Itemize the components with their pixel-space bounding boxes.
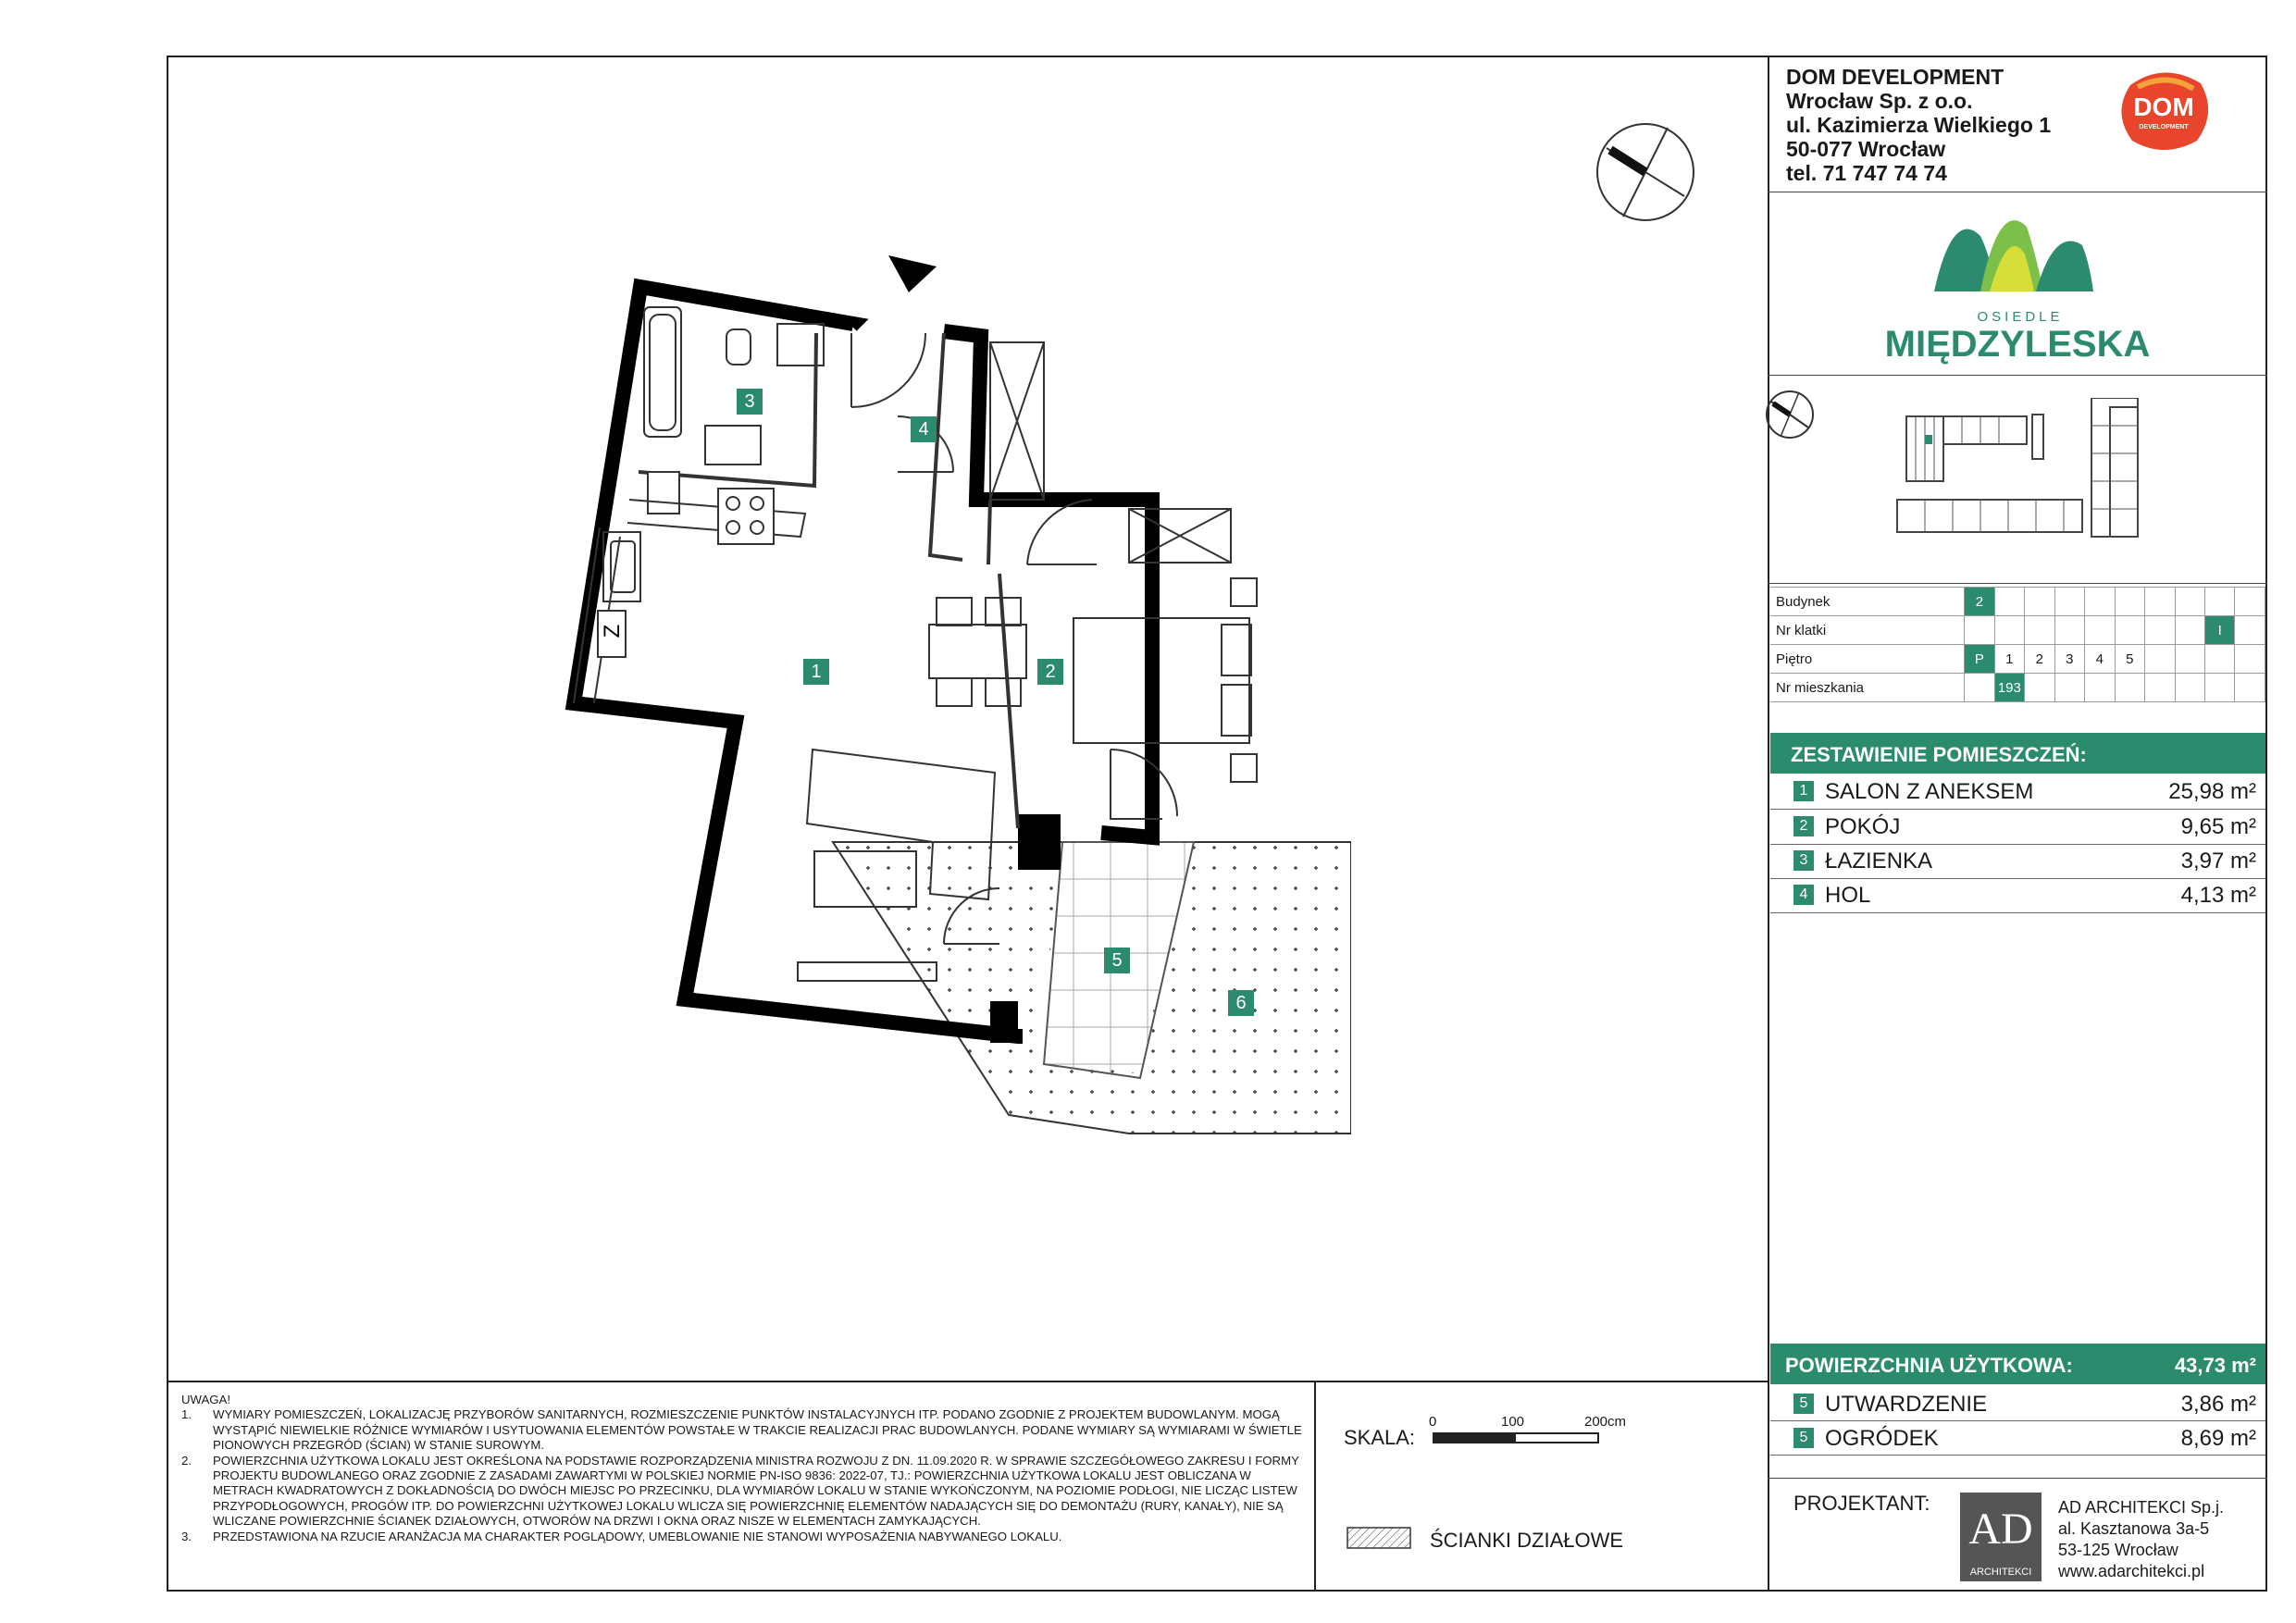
- locator-cell: [1965, 674, 1994, 702]
- note-number: 2.: [181, 1453, 192, 1468]
- note-number: 3.: [181, 1529, 192, 1543]
- room-area: 4,13 m²: [2180, 883, 2256, 908]
- note-number: 1.: [181, 1407, 192, 1422]
- room-row: [1793, 845, 2256, 876]
- company-line: Wrocław Sp. z o.o.: [1786, 89, 1973, 113]
- locator-cell: [2235, 616, 2265, 645]
- room-row: [1793, 879, 2256, 911]
- locator-row-pietro: [1770, 645, 2265, 674]
- locator-cell: [2175, 674, 2204, 702]
- row-line: [1770, 912, 2265, 913]
- plan-label-1: 1: [803, 659, 829, 685]
- locator-cell: I: [2205, 616, 2235, 645]
- company-line: DOM DEVELOPMENT: [1786, 65, 2004, 89]
- extra-name: OGRÓDEK: [1825, 1426, 1939, 1451]
- locator-cell: [2175, 588, 2204, 616]
- scale-tick: 100: [1501, 1414, 1525, 1430]
- designer-line: www.adarchitekci.pl: [2058, 1562, 2205, 1580]
- locator-label: Piętro: [1770, 645, 1965, 674]
- locator-cell: [1994, 616, 2024, 645]
- plan-label-5: 5: [1104, 948, 1130, 973]
- locator-cell: [2145, 645, 2175, 674]
- locator-cell: [2085, 588, 2115, 616]
- locator-cell: [2145, 674, 2175, 702]
- room-area: 9,65 m²: [2180, 814, 2256, 839]
- plan-label-6: 6: [1228, 990, 1254, 1016]
- locator-cell: [2025, 674, 2054, 702]
- notes-vertical-divider: [1314, 1381, 1316, 1592]
- scale-tick: 200cm: [1584, 1414, 1627, 1430]
- extra-number: 5: [1793, 1394, 1814, 1414]
- site-plan-thumbnail: [1879, 398, 2166, 546]
- row-line: [1770, 1420, 2265, 1421]
- note-text: PRZEDSTAWIONA NA RZUCIE ARANŻACJA MA CHARAKTER POGLĄDOWY, UMEBLOWANIE NIE STANOWI WYPOSAŻENIA NABYWANEGO LOKALU.: [213, 1529, 1062, 1543]
- company-info: [1786, 65, 2051, 185]
- locator-cell: 2: [2025, 645, 2054, 674]
- panel-line: [1768, 375, 2267, 376]
- locator-cell: [2145, 616, 2175, 645]
- usable-area-label: POWIERZCHNIA UŻYTKOWA:: [1785, 1354, 2073, 1377]
- panel-line: [1768, 583, 2267, 584]
- locator-cell: [2175, 616, 2204, 645]
- locator-cell: [2085, 616, 2115, 645]
- locator-row-mieszkanie: [1770, 674, 2265, 702]
- room-number: 3: [1793, 850, 1814, 871]
- locator-cell: [1965, 616, 1994, 645]
- locator-cell: [2175, 645, 2204, 674]
- locator-cell: [2054, 674, 2084, 702]
- locator-cell: [2085, 674, 2115, 702]
- scale-label: SKALA:: [1344, 1426, 1416, 1449]
- locator-cell: [1994, 588, 2024, 616]
- designer-line: al. Kasztanowa 3a-5: [2058, 1519, 2210, 1538]
- notes-title: UWAGA!: [181, 1393, 230, 1406]
- note-text: POWIERZCHNIA UŻYTKOWA LOKALU JEST OKREŚLONA NA PODSTAWIE ROZPORZĄDZENIA MINISTRA ROZWOJU Z DN. 11.09.2020 R. W SPRAWIE SZCZEGÓŁOWEGO ZAKRESU I FORMY PROJEKTU BUDOWLANEGO ORAZ ZGODNIE Z ZASADAMI ZAWARTYMI W POLSKIEJ NORMIE PN-ISO 9836: 2022-07, TJ.: POWIERZCHNIA UŻYTKOWA LOKALU JEST OBLICZANA W METRACH KWADRATOWYCH Z DOKŁADNOŚCIĄ DO DWÓCH MIEJSC PO PRZECINKU, DLA WYMIARÓW LOKALU W STANIE WYKOŃCZONYM, NA POZIOMIE PODŁOGI, NIE LICZĄC LISTEW PRZYPODŁOGOWYCH, PROGÓW ITP. DO POWIERZCHNI UŻYTKOWEJ LOKALU WLICZA SIĘ POWIERZCHNIĘ ELEMENTÓW NADAJĄCYCH SIĘ DO DEMONTAŻU (RURY, KANAŁY), NIE SĄ WLICZANE POWIERZCHNIE ŚCIANEK DZIAŁOWYCH, OTWORÓW NA DRZWI I OKNA ORAZ NISZE W ELEMENTACH ZAMYKAJĄCYCH.: [213, 1453, 1299, 1529]
- room-number: 4: [1793, 885, 1814, 905]
- locator-cell: [2054, 588, 2084, 616]
- designer-line: 53-125 Wrocław: [2058, 1541, 2178, 1559]
- locator-cell: 5: [2115, 645, 2144, 674]
- row-line: [1770, 809, 2265, 810]
- project-logo: [1925, 199, 2110, 301]
- partition-wall-label: ŚCIANKI DZIAŁOWE: [1430, 1529, 1624, 1552]
- panel-divider: [1768, 56, 1769, 1592]
- entrance-arrow-icon: [888, 255, 937, 292]
- room-name: HOL: [1825, 883, 1871, 908]
- locator-table: [1770, 587, 2265, 702]
- locator-cell: 193: [1994, 674, 2024, 702]
- row-line: [1770, 1455, 2265, 1456]
- extra-number: 5: [1793, 1428, 1814, 1448]
- plan-label-2: 2: [1037, 659, 1063, 685]
- locator-cell: [2205, 645, 2235, 674]
- room-name: POKÓJ: [1825, 814, 1901, 839]
- rooms-header-bar: [1770, 733, 2265, 774]
- scale-bar: [1433, 1432, 1599, 1443]
- locator-cell: [2115, 588, 2144, 616]
- locator-cell: [2205, 588, 2235, 616]
- note-text: WYMIARY POMIESZCZEŃ, LOKALIZACJĘ PRZYBORÓW SANITARNYCH, ROZMIESZCZENIE PUNKTÓW INSTALACYJNYCH ITP. PODANO ZGODNIE Z PROJEKTEM BUDOWLANYM. MOGĄ WYSTĄPIĆ NIEWIELKIE RÓŻNICE WYMIARÓW I USYTUOWANIA ELEMENTÓW POWSTAŁE W TRAKCIE REALIZACJI PRAC BUDOWLANYCH. PODANE WYMIARY SĄ WYMIARAMI W ŚWIETLE PIONOWYCH PRZEGRÓD (ŚCIAN) W STANIE SUROWYM.: [213, 1407, 1302, 1453]
- notes-divider: [167, 1381, 1768, 1382]
- locator-cell: 1: [1994, 645, 2024, 674]
- project-name: MIĘDZYLESKA: [1884, 324, 2151, 365]
- room-area: 3,97 m²: [2180, 849, 2256, 873]
- partition-wall-swatch: [1347, 1527, 1411, 1554]
- project-small-label: OSIEDLE: [1977, 309, 2064, 325]
- locator-cell: [2115, 616, 2144, 645]
- room-row: [1793, 811, 2256, 842]
- locator-cell: 2: [1965, 588, 1994, 616]
- notes-block: [181, 1393, 1310, 1544]
- locator-cell: [2054, 616, 2084, 645]
- extra-row: [1793, 1388, 2256, 1419]
- room-name: SALON Z ANEKSEM: [1825, 779, 2034, 804]
- extra-area: 3,86 m²: [2180, 1392, 2256, 1417]
- company-line: tel. 71 747 74 74: [1786, 161, 1947, 185]
- locator-row-klatka: [1770, 616, 2265, 645]
- locator-label: Nr mieszkania: [1770, 674, 1965, 702]
- logo-subtext: DEVELOPMENT: [2139, 124, 2189, 130]
- locator-cell: [2235, 588, 2265, 616]
- site-north-arrow-icon: [1764, 389, 1816, 445]
- extra-name: UTWARDZENIE: [1825, 1392, 1988, 1417]
- room-row: [1793, 775, 2256, 807]
- room-name: ŁAZIENKA: [1825, 849, 1933, 873]
- north-arrow-icon: [1594, 120, 1697, 229]
- panel-line: [1768, 1478, 2267, 1479]
- ad-architekci-logo: [1960, 1493, 2042, 1581]
- locator-cell: [2025, 588, 2054, 616]
- rooms-header: ZESTAWIENIE POMIESZCZEŃ:: [1791, 743, 2087, 766]
- plan-label-3: 3: [737, 389, 763, 415]
- plan-z-label: Z: [600, 624, 625, 638]
- locator-cell: P: [1965, 645, 1994, 674]
- usable-area-bar: [1770, 1344, 2265, 1384]
- extra-row: [1793, 1422, 2256, 1454]
- scale-tick: 0: [1429, 1414, 1437, 1430]
- dom-development-logo: [2112, 67, 2215, 155]
- designer-info: [2058, 1497, 2224, 1582]
- locator-label: Nr klatki: [1770, 616, 1965, 645]
- locator-cell: [2025, 616, 2054, 645]
- company-line: 50-077 Wrocław: [1786, 137, 1946, 161]
- locator-cell: 4: [2085, 645, 2115, 674]
- room-number: 2: [1793, 816, 1814, 836]
- locator-cell: 3: [2054, 645, 2084, 674]
- locator-cell: [2205, 674, 2235, 702]
- ad-logo-subtext: ARCHITEKCI: [1969, 1567, 2032, 1578]
- locator-cell: [2235, 645, 2265, 674]
- locator-cell: [2235, 674, 2265, 702]
- wall-column: [1018, 814, 1061, 870]
- locator-row-budynek: [1770, 588, 2265, 616]
- room-area: 25,98 m²: [2168, 779, 2256, 804]
- designer-label: PROJEKTANT:: [1793, 1492, 1930, 1515]
- logo-text: DOM: [2133, 93, 2194, 121]
- plan-label-4: 4: [911, 416, 937, 442]
- ad-logo-text: AD: [1968, 1505, 2033, 1554]
- locator-cell: [2145, 588, 2175, 616]
- locator-cell: [2115, 674, 2144, 702]
- company-line: ul. Kazimierza Wielkiego 1: [1786, 113, 2052, 137]
- room-number: 1: [1793, 781, 1814, 801]
- extra-area: 8,69 m²: [2180, 1426, 2256, 1451]
- usable-area-value: 43,73 m²: [2174, 1354, 2256, 1377]
- locator-label: Budynek: [1770, 588, 1965, 616]
- wall-column: [990, 1001, 1018, 1043]
- designer-line: AD ARCHITEKCI Sp.j.: [2058, 1498, 2225, 1517]
- scale-bar-filled: [1434, 1434, 1516, 1442]
